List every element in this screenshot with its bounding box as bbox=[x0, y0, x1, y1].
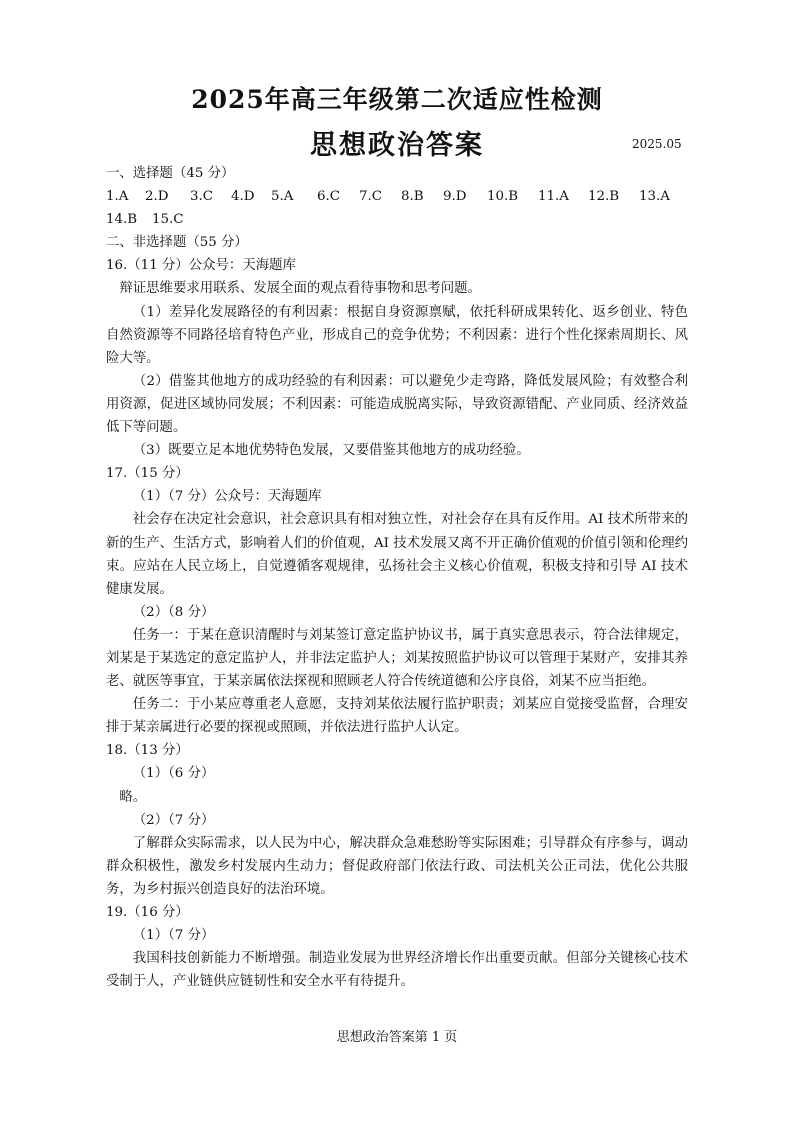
q18-part2: 了解群众实际需求，以人民为中心，解决群众急难愁盼等实际困难；引导群众有序参与，调动群众积极性，激发乡村发展内生动力；督促政府部门依法行政、司法机关公正司法，优化公共服务，为乡村振兴创造良好的法治环境。 bbox=[106, 835, 688, 897]
q18-sub1-label: （1）（6 分） bbox=[132, 766, 215, 782]
q19-label: 19.（16 分） bbox=[106, 905, 189, 920]
mcq-answer: 7.C bbox=[359, 189, 383, 205]
mcq-answer: 15.C bbox=[152, 212, 184, 228]
mcq-answer: 1.A bbox=[106, 189, 129, 205]
mcq-answer: 11.A bbox=[538, 189, 569, 205]
q17-part1: 社会存在决定社会意识，社会意识具有相对独立性，对社会存在具有反作用。AI 技术所带来的新的生产、生活方式，影响着人们的价值观，AI 技术发展又离不开正确价值观的价值引领和伦理约束。应站在人民立场上，自觉遵循客观规律，弘扬社会主义核心价值观，积极支持和引导 AI 技术健康发展。 bbox=[106, 512, 688, 597]
mcq-answer: 5.A bbox=[271, 189, 294, 205]
mcq-answers-row1 bbox=[106, 185, 688, 208]
q16-part3: （3）既要立足本地优势特色发展，又要借鉴其他地方的成功经验。 bbox=[132, 443, 530, 459]
q16-part2: （2）借鉴其他地方的成功经验的有利因素：可以避免少走弯路，降低发展风险；有效整合利用资源，促进区域协同发展；不利因素：可能造成脱离实际，导致资源错配、产业同质、经济效益低下等问题。 bbox=[106, 373, 688, 436]
subject-title: 思想政治答案 bbox=[310, 130, 484, 161]
q18-label: 18.（13 分） bbox=[106, 743, 189, 759]
q16-intro: 辩证思维要求用联系、发展全面的观点看待事物和思考问题。 bbox=[119, 281, 481, 297]
q18-part1: 略。 bbox=[119, 789, 147, 805]
mcq-answer: 8.B bbox=[401, 189, 424, 205]
mcq-answer: 9.D bbox=[443, 189, 467, 205]
q16-label: 16.（11 分）公众号：天海题库 bbox=[106, 258, 296, 274]
q19-part1: 我国科技创新能力不断增强。制造业发展为世界经济增长作出重要贡献。但部分关键核心技术受制于人，产业链供应链韧性和安全水平有待提升。 bbox=[106, 951, 688, 990]
section1-heading: 一、选择题（45 分） bbox=[106, 166, 235, 181]
mcq-answer: 12.B bbox=[588, 189, 620, 205]
mcq-answers-row2 bbox=[106, 208, 688, 231]
answer-content bbox=[106, 162, 688, 993]
mcq-answer: 2.D bbox=[145, 189, 169, 205]
mcq-answer: 6.C bbox=[317, 189, 341, 205]
mcq-answer: 14.B bbox=[106, 212, 138, 228]
q17-sub1-label: （1）（7 分）公众号：天海题库 bbox=[132, 489, 322, 505]
mcq-answer: 3.C bbox=[190, 189, 214, 205]
q17-task1: 任务一：于某在意识清醒时与刘某签订意定监护协议书，属于真实意思表示，符合法律规定，刘某是于某选定的意定监护人，并非法定监护人；刘某按照监护协议可以管理于某财产，安排其养老、就医等事宜，于某亲属依法探视和照顾老人符合传统道德和公序良俗，刘某不应当拒绝。 bbox=[106, 627, 688, 690]
q18-sub2-label: （2）（7 分） bbox=[132, 812, 215, 828]
q19-sub1-label: （1）（7 分） bbox=[132, 928, 215, 944]
q17-sub2-label: （2）（8 分） bbox=[132, 604, 215, 620]
section2-heading: 二、非选择题（55 分） bbox=[106, 235, 248, 251]
document-date: 2025.05 bbox=[632, 137, 682, 151]
mcq-answer: 4.D bbox=[231, 189, 255, 205]
document-title: 2025年高三年级第二次适应性检测 bbox=[191, 85, 603, 114]
q17-label: 17.（15 分） bbox=[106, 466, 189, 482]
q17-task2: 任务二：于小某应尊重老人意愿，支持刘某依法履行监护职责；刘某应自觉接受监督，合理安排于某亲属进行必要的探视或照顾，并依法进行监护人认定。 bbox=[106, 697, 688, 736]
mcq-answer: 13.A bbox=[639, 189, 670, 205]
page-footer: 思想政治答案第 1 页 bbox=[336, 1030, 458, 1045]
mcq-answer: 10.B bbox=[487, 189, 519, 205]
q16-part1: （1）差异化发展路径的有利因素：根据自身资源禀赋，依托科研成果转化、返乡创业、特色自然资源等不同路径培育特色产业，形成自己的竞争优势；不利因素：进行个性化探索周期长、风险大等。 bbox=[106, 304, 688, 366]
